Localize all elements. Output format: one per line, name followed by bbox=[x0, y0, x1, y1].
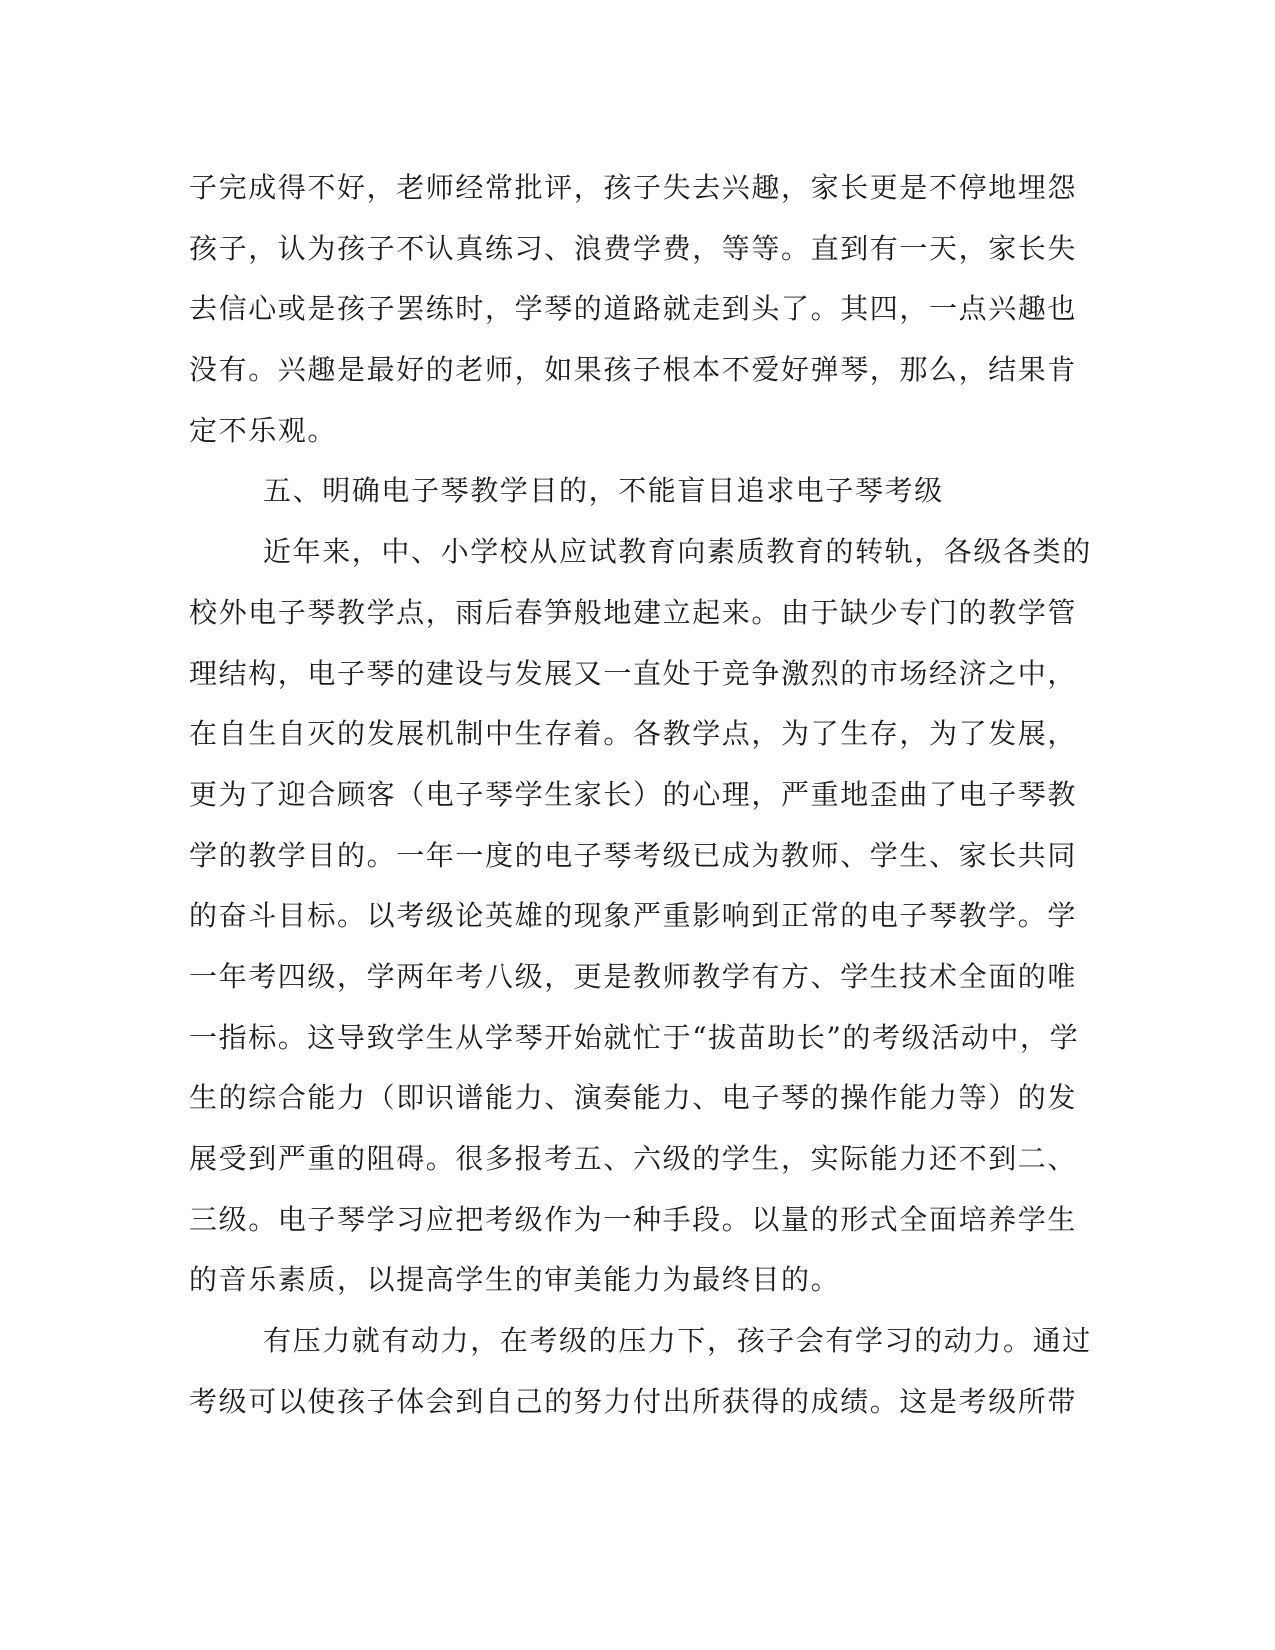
text-line: 定不乐观。 bbox=[189, 413, 338, 447]
text-line: 去信心或是孩子罢练时，学琴的道路就走到头了。其四，一点兴趣也 bbox=[189, 292, 1078, 326]
text-line: 三级。电子琴学习应把考级作为一种手段。以量的形式全面培养学生 bbox=[189, 1202, 1078, 1236]
text-line: 展受到严重的阻碍。很多报考五、六级的学生，实际能力还不到二、 bbox=[189, 1142, 1078, 1175]
text-line: 子完成得不好，老师经常批评，孩子失去兴趣，家长更是不停地埋怨 bbox=[189, 171, 1078, 204]
text-line: 校外电子琴教学点，雨后春笋般地建立起来。由于缺少专门的教学管 bbox=[189, 595, 1078, 629]
text-line: 考级可以使孩子体会到自己的努力付出所获得的成绩。这是考级所带 bbox=[189, 1384, 1078, 1418]
text-line: 孩子，认为孩子不认真练习、浪费学费，等等。直到有一天，家长失 bbox=[189, 231, 1078, 265]
text-line: 在自生自灭的发展机制中生存着。各教学点，为了生存，为了发展， bbox=[189, 717, 1078, 751]
text-line: 学的教学目的。一年一度的电子琴考级已成为教师、学生、家长共同 bbox=[189, 838, 1078, 872]
text-line: 没有。兴趣是最好的老师，如果孩子根本不爱好弹琴，那么，结果肯 bbox=[189, 353, 1078, 387]
paragraph-first-line: 有压力就有动力，在考级的压力下，孩子会有学习的动力。通过 bbox=[263, 1324, 1092, 1358]
text-line: 一指标。这导致学生从学琴开始就忙于“拔苗助长”的考级活动中，学 bbox=[189, 1020, 1080, 1054]
paragraph-first-line: 五、明确电子琴教学目的，不能盲目追求电子琴考级 bbox=[263, 474, 944, 508]
paragraph-first-line: 近年来，中、小学校从应试教育向素质教育的转轨，各级各类的 bbox=[263, 535, 1092, 569]
text-line: 理结构，电子琴的建设与发展又一直处于竞争激烈的市场经济之中， bbox=[189, 656, 1078, 690]
text-line: 的奋斗目标。以考级论英雄的现象严重影响到正常的电子琴教学。学 bbox=[189, 899, 1078, 933]
text-line: 一年考四级，学两年考八级，更是教师教学有方、学生技术全面的唯 bbox=[189, 959, 1078, 993]
text-line: 更为了迎合顾客（电子琴学生家长）的心理，严重地歪曲了电子琴教 bbox=[189, 777, 1078, 811]
text-line: 的音乐素质，以提高学生的审美能力为最终目的。 bbox=[189, 1263, 841, 1297]
body-text bbox=[189, 158, 1092, 1432]
text-line: 生的综合能力（即识谱能力、演奏能力、电子琴的操作能力等）的发 bbox=[189, 1081, 1078, 1115]
